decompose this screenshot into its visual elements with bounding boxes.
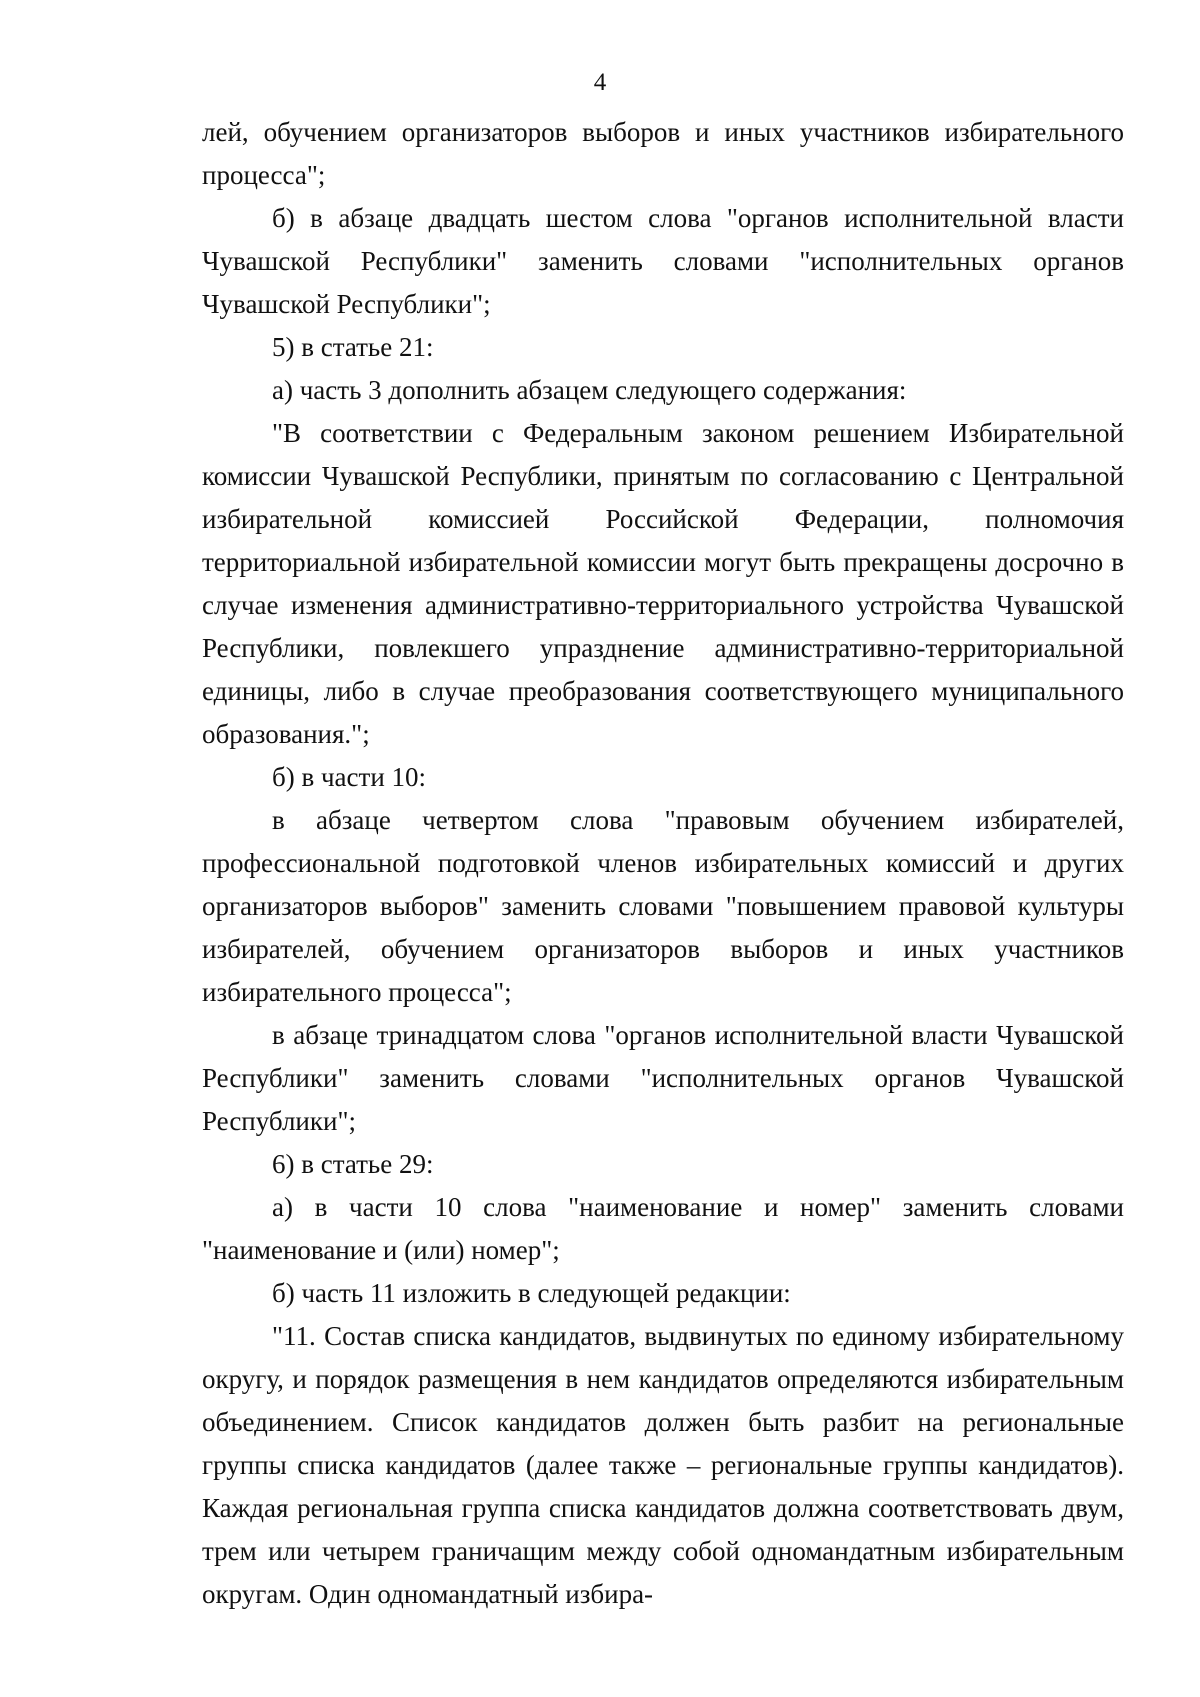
paragraph-4: а) часть 3 дополнить абзацем следующего содержания: <box>272 375 907 405</box>
paragraph-5: "В соответствии с Федеральным законом решением Избирательной комиссии Чувашской Республики, принятым по согласованию с Центральной избирательной комиссией Российской Федерации, полномочия территориальной избирательной комиссии могут быть прекращены досрочно в случае изменения административно-территориального устройства Чувашской Республики, повлекшего упразднение административно-территориальной единицы, либо в случае преобразования соответствующего муниципального образования."; <box>202 418 1124 749</box>
document-body <box>202 111 1124 1616</box>
page-number: 4 <box>593 69 607 96</box>
paragraph-7: в абзаце четвертом слова "правовым обучением избирателей, профессиональной подготовкой членов избирательных комиссий и других организаторов выборов" заменить словами "повышением правовой культуры избирателей, обучением организаторов выборов и иных участников избирательного процесса"; <box>202 805 1124 1007</box>
paragraph-3: 5) в статье 21: <box>272 332 434 362</box>
paragraph-6: б) в части 10: <box>272 762 427 792</box>
paragraph-10: а) в части 10 слова "наименование и номер" заменить словами "наименование и (или) номер"; <box>202 1192 1124 1265</box>
paragraph-9: 6) в статье 29: <box>272 1149 434 1179</box>
paragraph-8: в абзаце тринадцатом слова "органов исполнительной власти Чувашской Республики" заменить словами "исполнительных органов Чувашской Республики"; <box>202 1020 1124 1136</box>
paragraph-11: б) часть 11 изложить в следующей редакции: <box>272 1278 791 1308</box>
paragraph-2: б) в абзаце двадцать шестом слова "органов исполнительной власти Чувашской Республики" заменить словами "исполнительных органов Чувашской Республики"; <box>202 203 1124 319</box>
paragraph-1: лей, обучением организаторов выборов и иных участников избирательного процесса"; <box>202 117 1124 190</box>
paragraph-12: "11. Состав списка кандидатов, выдвинутых по единому избирательному округу, и порядок размещения в нем кандидатов определяются избирательным объединением. Список кандидатов должен быть разбит на региональные группы списка кандидатов (далее также – региональные группы кандидатов). Каждая региональная группа списка кандидатов должна соответствовать двум, трем или четырем граничащим между собой одномандатным избирательным округам. Один одномандатный избира- <box>202 1321 1124 1609</box>
